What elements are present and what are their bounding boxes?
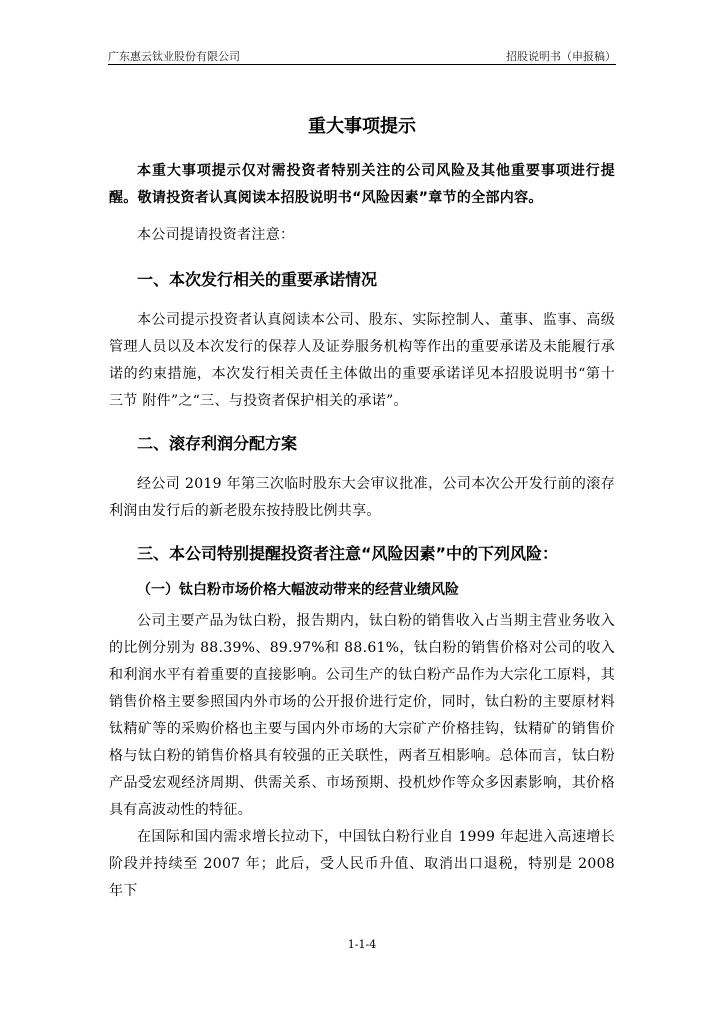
page-header [108, 46, 616, 64]
section-1-text: 本公司提示投资者认真阅读本公司、股东、实际控制人、董事、监事、高级管理人员以及本次发行的保荐人及证券服务机构等作出的重要承诺及未能履行承诺的约束措施，本次发行相关责任主体做出的重要承诺详见本招股说明书“第十三节 附件”之“三、与投资者保护相关的承诺”。 [109, 312, 615, 409]
section-3-1-heading: （一）钛白粉市场价格大幅波动带来的经营业绩风险 [137, 582, 459, 598]
page-title: 重大事项提示 [308, 116, 416, 137]
header-company-name: 广东惠云钛业股份有限公司 [108, 50, 240, 63]
section-2-heading: 二、滚存利润分配方案 [137, 434, 298, 453]
section-3-heading: 三、本公司特别提醒投资者注意“风险因素”中的下列风险： [137, 544, 559, 563]
section-3-1-paragraph-1: 公司主要产品为钛白粉，报告期内，钛白粉的销售收入占当期主营业务收入的比例分别为 88.39%、89.97%和 88.61%，钛白粉的销售价格对公司的收入和利润水平有着重要的直接影响。公司生产的钛白粉产品作为大宗化工原料，其销售价格主要参照国内外市场的公开报价进行定价，同时，钛白粉的主要原材料钛精矿等的采购价格也主要与国内外市场的大宗矿产价格挂钩，钛精矿的销售价格与钛白粉的销售价格具有较强的正关联性，两者互相影响。总体而言，钛白粉产品受宏观经济周期、供需关系、市场预期、投机炒作等众多因素影响，其价格具有高波动性的特征。 [109, 613, 615, 818]
section-1-heading: 一、本次发行相关的重要承诺情况 [137, 270, 378, 289]
page-number: 1-1-4 [347, 938, 377, 951]
intro-paragraph: 本重大事项提示仅对需投资者特别关注的公司风险及其他重要事项进行提醒。敬请投资者认真阅读本招股说明书“风险因素”章节的全部内容。 [109, 163, 615, 206]
header-divider [108, 64, 616, 65]
header-document-type: 招股说明书（申报稿） [506, 50, 616, 63]
section-2-text: 经公司 2019 年第三次临时股东大会审议批准，公司本次公开发行前的滚存利润由发行后的新老股东按持股比例共享。 [109, 476, 615, 519]
document-body [109, 112, 615, 905]
section-3-1-paragraph-2: 在国际和国内需求增长拉动下，中国钛白粉行业自 1999 年起进入高速增长阶段并持续至 2007 年；此后，受人民币升值、取消出口退税，特别是 2008 年下 [109, 829, 615, 899]
intro-note: 本公司提请投资者注意： [137, 227, 295, 243]
